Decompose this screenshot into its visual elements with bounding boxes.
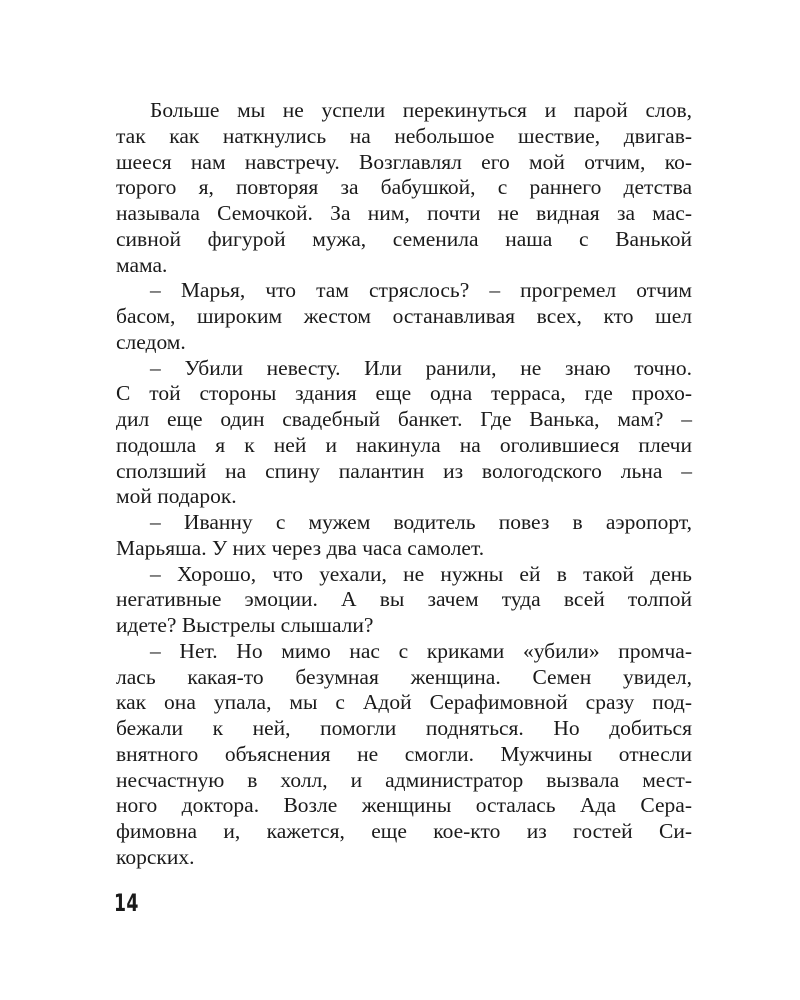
text-line: идете? Выстрелы слышали? [116,613,374,637]
text-line: следом. [116,329,186,354]
text-line: как она упала, мы с Адой Серафимовной сразу под- [116,690,692,715]
text-line: торого я, повторяя за бабушкой, с раннего детства [116,175,692,200]
body-text [116,98,692,871]
text-line: сивной фигурой мужа, семенила наша с Ванькой [116,226,692,251]
text-line: подошла я к ней и накинула на оголившиеся плечи [116,432,692,457]
text-line: – Нет. Но мимо нас с криками «убили» промча- [150,638,692,663]
text-line: фимовна и, кажется, еще кое-кто из гостей Си- [116,819,692,843]
text-line: – Убили невесту. Или ранили, не знаю точно. [150,355,692,380]
text-line: шееся нам навстречу. Возглавлял его мой отчим, ко- [116,149,692,174]
text-line: так как наткнулись на небольшое шествие, двигав- [116,123,692,148]
text-line: корских. [116,844,195,869]
text-line: сползший на спину палантин из вологодского льна – [116,458,692,483]
text-line: негативные эмоции. А вы зачем туда всей толпой [116,587,692,612]
text-line: басом, широким жестом останавливая всех, кто шел [116,304,692,328]
text-line: бежали к ней, помогли подняться. Но добиться [116,716,692,740]
text-line: Больше мы не успели перекинуться и парой слов, [150,98,692,122]
text-line: Марьяша. У них через два часа самолет. [116,535,485,560]
text-line: – Марья, что там стряслось? – прогремел отчим [150,278,692,303]
text-line: мой подарок. [116,484,237,509]
text-line: – Иванну с мужем водитель повез в аэропорт, [150,510,692,534]
text-line: – Хорошо, что уехали, не нужны ей в такой день [150,561,692,586]
text-line: внятного объяснения не смогли. Мужчины отнесли [116,741,692,766]
text-line: дил еще один свадебный банкет. Где Ванька, мам? – [116,407,692,431]
text-line: лась какая-то безумная женщина. Семен увидел, [116,664,692,689]
text-line: несчастную в холл, и администратор вызвала мест- [116,767,692,792]
text-line: мама. [116,252,168,277]
text-line: С той стороны здания еще одна терраса, где прохо- [116,381,692,406]
page-number: 14 [114,889,139,917]
text-line: ного доктора. Возле женщины осталась Ада Сера- [116,793,692,818]
text-line: называла Семочкой. За ним, почти не видная за мас- [116,201,692,225]
